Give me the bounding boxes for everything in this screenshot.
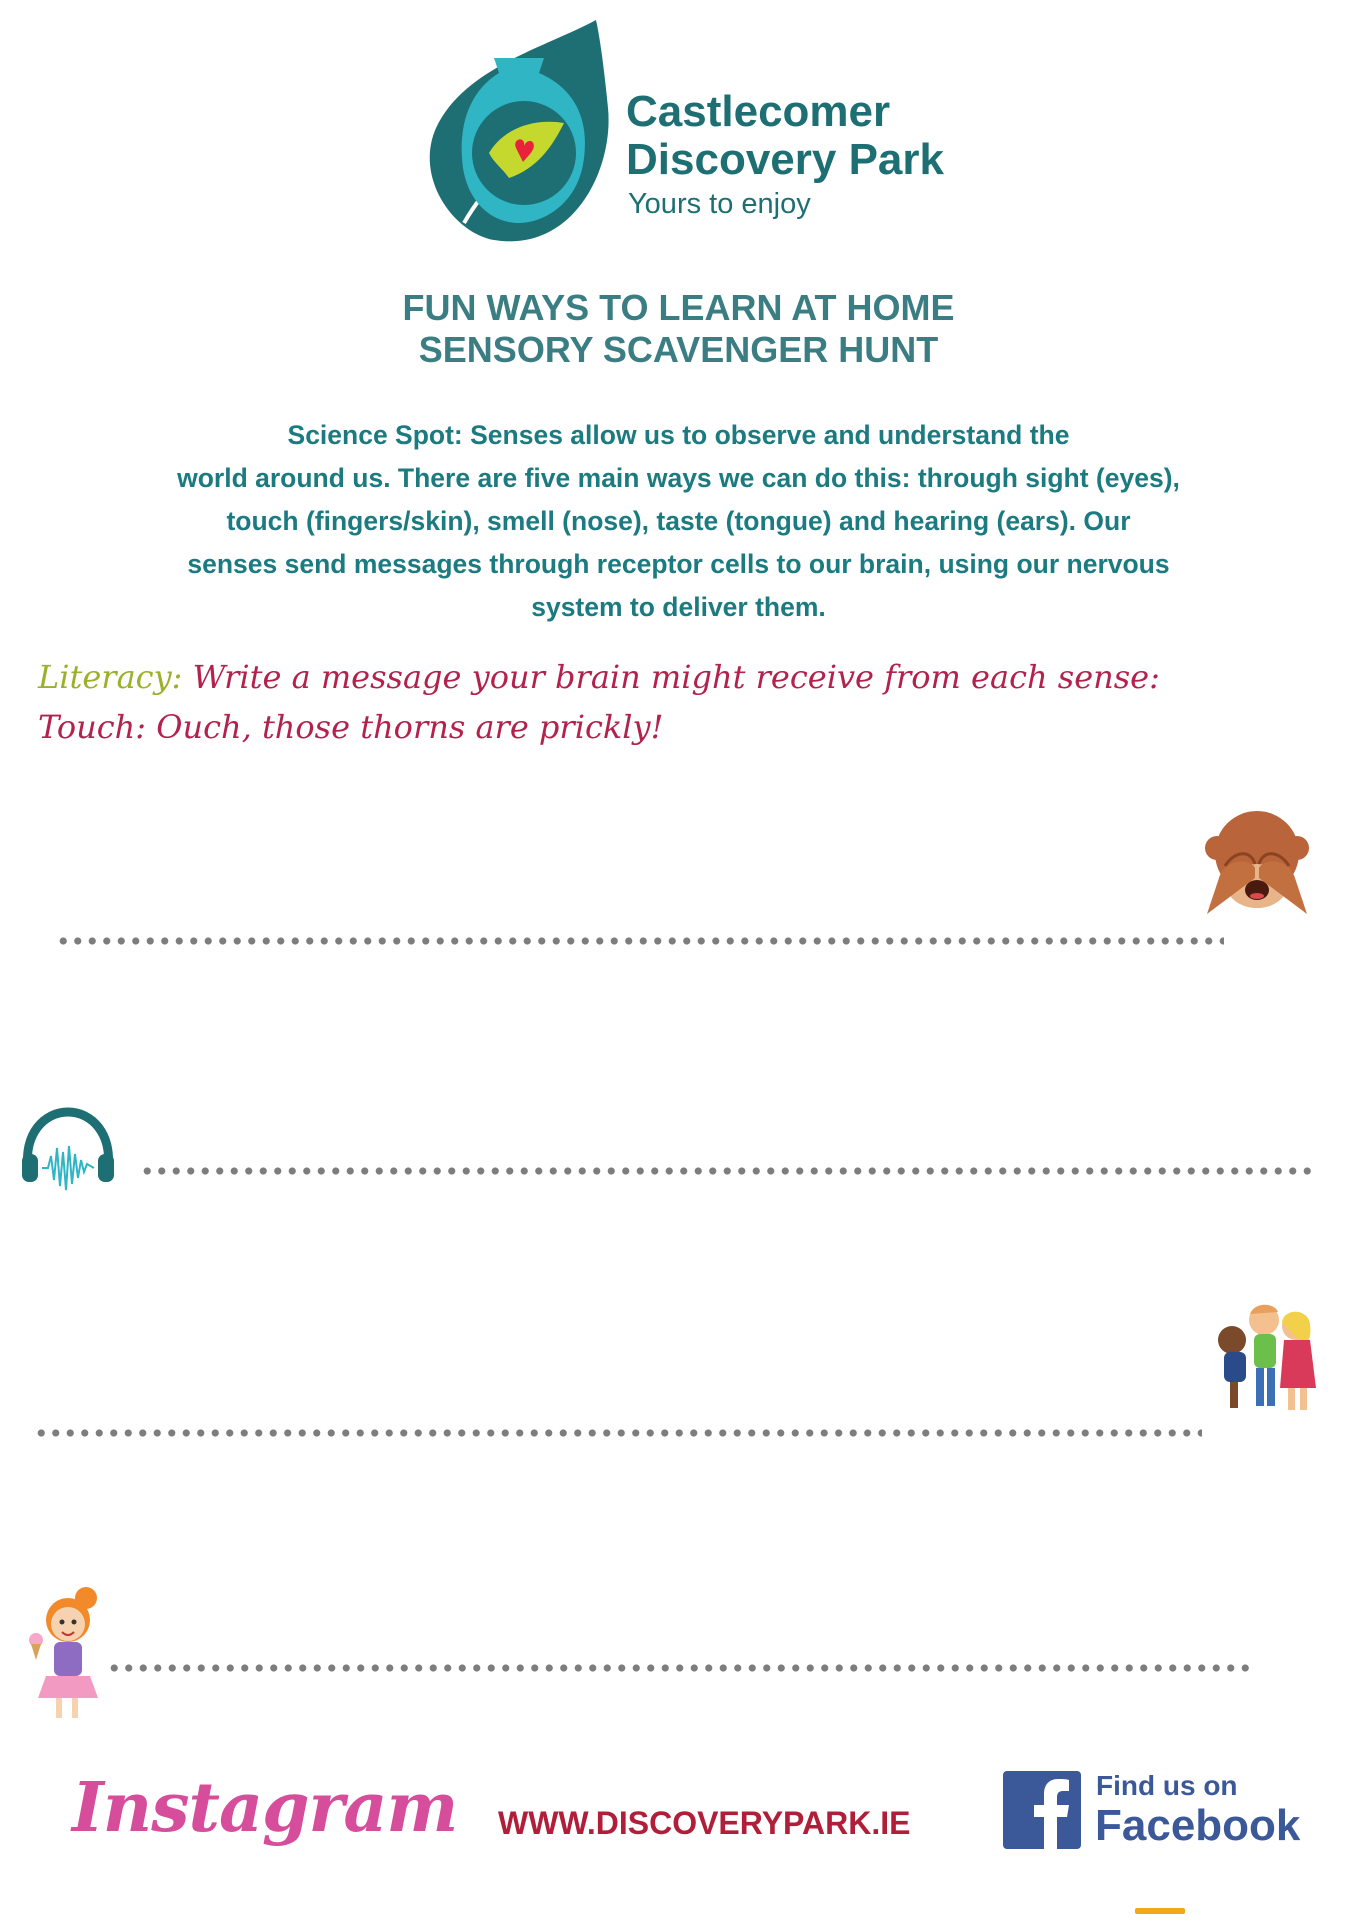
facebook-name[interactable]: Facebook [1095,1801,1301,1850]
science-line: system to deliver them. [531,592,826,622]
corner-mark [1135,1908,1185,1914]
science-line: Science Spot: Senses allow us to observe and understand the [287,420,1070,450]
science-line: touch (fingers/skin), smell (nose), taste (tongue) and hearing (ears). Our [226,506,1131,536]
facebook-icon[interactable] [1003,1771,1081,1849]
writing-line-hearing[interactable] [140,1167,1312,1175]
literacy-example: Touch: Ouch, those thorns are prickly! [38,708,664,746]
science-line: world around us. There are five main ways we can do this: through sight (eyes), [177,463,1180,493]
facebook-find-us[interactable]: Find us on [1096,1770,1238,1801]
writing-line-smell[interactable] [34,1429,1202,1437]
brand-tagline: Yours to enjoy [628,188,811,220]
writing-line-taste[interactable] [107,1664,1255,1672]
literacy-prompt-text: Write a message your brain might receive from each sense: [192,658,1160,696]
literacy-prompt [38,658,1160,696]
website-link[interactable]: WWW.DISCOVERYPARK.IE [498,1805,911,1841]
writing-line-sight[interactable] [56,937,1224,945]
brand-line-2: Discovery Park [626,135,944,184]
page-subtitle: SENSORY SCAVENGER HUNT [418,329,939,370]
girl-ice-cream-icon [28,1586,110,1726]
park-logo-icon [424,18,614,243]
page-title: FUN WAYS TO LEARN AT HOME [402,287,955,328]
kids-smelling-icon [1212,1300,1316,1418]
headphones-icon [20,1106,116,1196]
brand-name [626,88,944,184]
see-no-evil-monkey-icon [1205,808,1309,914]
brand-line-1: Castlecomer [626,87,891,136]
science-spot-paragraph [120,414,1237,629]
science-line: senses send messages through receptor cells to our brain, using our nervous [187,549,1170,579]
instagram-link[interactable]: Instagram [72,1768,458,1848]
literacy-label: Literacy: [38,658,183,696]
